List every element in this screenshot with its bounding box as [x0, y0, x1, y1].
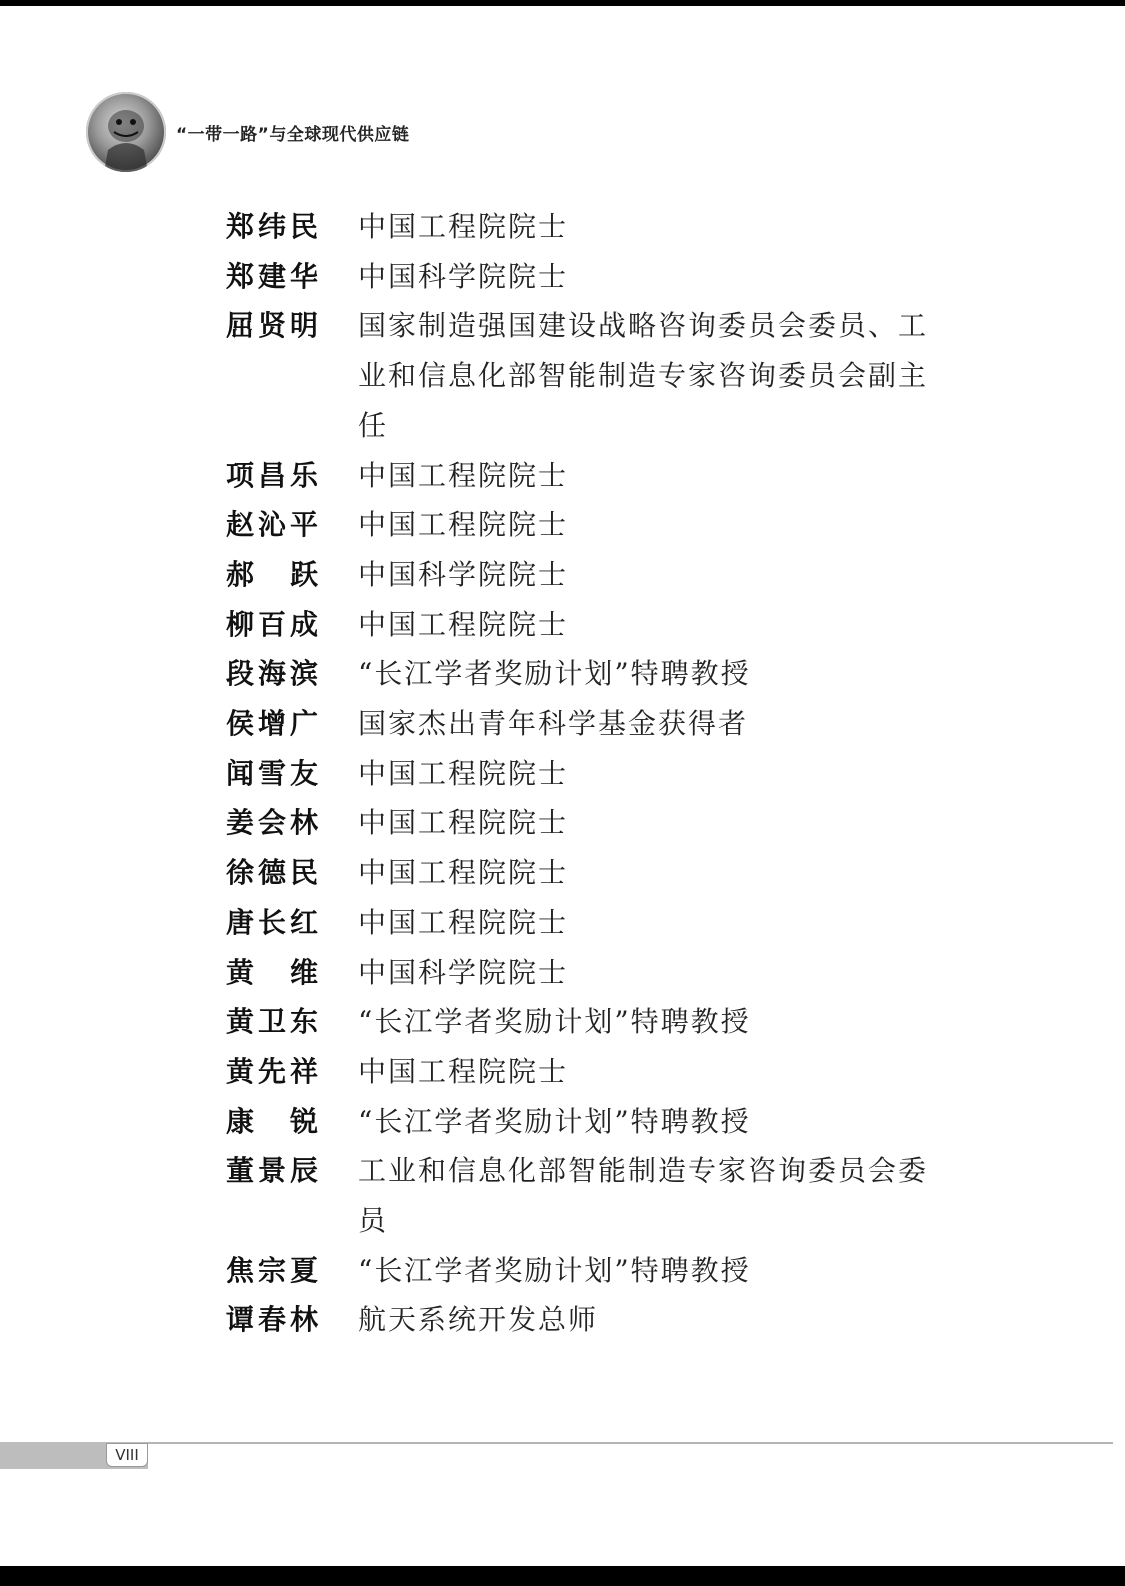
member-row: [226, 749, 986, 799]
member-title: “长江学者奖励计划”特聘教授: [358, 657, 751, 691]
member-title: 中国工程院院士: [358, 756, 569, 790]
member-title: 中国工程院院士: [358, 1054, 569, 1088]
member-row: [226, 202, 986, 252]
member-name: 黄 维: [226, 955, 318, 989]
member-name: 黄先祥: [226, 1054, 318, 1088]
member-row: [226, 252, 986, 302]
member-name: 柳百成: [226, 607, 318, 641]
member-title: 国家制造强国建设战略咨询委员会委员、工业和信息化部智能制造专家咨询委员会副主任: [358, 309, 929, 442]
member-name: 唐长红: [226, 905, 318, 939]
member-row: [226, 997, 986, 1047]
page-number: VIII: [106, 1443, 148, 1467]
member-name: 黄卫东: [226, 1005, 318, 1039]
member-name: 谭春林: [226, 1303, 318, 1337]
member-title: 中国工程院院士: [358, 905, 569, 939]
member-name: 焦宗夏: [226, 1253, 318, 1287]
member-title: 工业和信息化部智能制造专家咨询委员会委员: [358, 1154, 929, 1238]
member-row: [226, 451, 986, 501]
member-row: [226, 848, 986, 898]
book-title: “一带一路”与全球现代供应链: [176, 124, 410, 145]
member-name: 徐德民: [226, 856, 318, 890]
member-title: “长江学者奖励计划”特聘教授: [358, 1253, 751, 1287]
member-title: 中国工程院院士: [358, 508, 569, 542]
member-name: 赵沁平: [226, 508, 318, 542]
member-name: 段海滨: [226, 657, 318, 691]
member-row: [226, 798, 986, 848]
member-name: 闻雪友: [226, 756, 318, 790]
member-name: 董景辰: [226, 1154, 318, 1188]
member-title: 中国科学院院士: [358, 259, 569, 293]
member-title: 中国工程院院士: [358, 806, 569, 840]
member-row: [226, 600, 986, 650]
member-list: [226, 202, 986, 1345]
member-title: “长江学者奖励计划”特聘教授: [358, 1104, 751, 1138]
stone-lion-emblem-icon: [86, 92, 166, 172]
member-title: 中国工程院院士: [358, 856, 569, 890]
member-row: [226, 1047, 986, 1097]
member-name: 郝 跃: [226, 557, 318, 591]
member-title: “长江学者奖励计划”特聘教授: [358, 1005, 751, 1039]
member-row: [226, 699, 986, 749]
member-row: [226, 550, 986, 600]
footer-rule: [148, 1442, 1113, 1444]
member-title: 中国工程院院士: [358, 210, 569, 243]
bottom-border: [0, 1566, 1125, 1586]
member-name: 郑建华: [226, 259, 318, 293]
member-title: 中国科学院院士: [358, 557, 569, 591]
member-row: [226, 948, 986, 998]
member-row: [226, 500, 986, 550]
member-row: [226, 1097, 986, 1147]
member-row: [226, 898, 986, 948]
member-title: 中国工程院院士: [358, 458, 569, 492]
member-title: 中国工程院院士: [358, 607, 569, 641]
top-border: [0, 0, 1125, 6]
member-row: [226, 1295, 986, 1345]
member-name: 姜会林: [226, 806, 318, 840]
member-row: [226, 301, 986, 450]
member-title: 中国科学院院士: [358, 955, 569, 989]
member-row: [226, 649, 986, 699]
member-name: 康 锐: [226, 1104, 318, 1138]
member-name: 项昌乐: [226, 458, 318, 492]
member-name: 屈贤明: [226, 309, 318, 343]
member-title: 航天系统开发总师: [358, 1303, 599, 1337]
member-title: 国家杰出青年科学基金获得者: [358, 707, 749, 741]
member-name: 郑纬民: [226, 210, 318, 243]
member-row: [226, 1246, 986, 1296]
running-header: [86, 86, 409, 178]
member-row: [226, 1146, 986, 1245]
member-name: 侯增广: [226, 707, 318, 741]
